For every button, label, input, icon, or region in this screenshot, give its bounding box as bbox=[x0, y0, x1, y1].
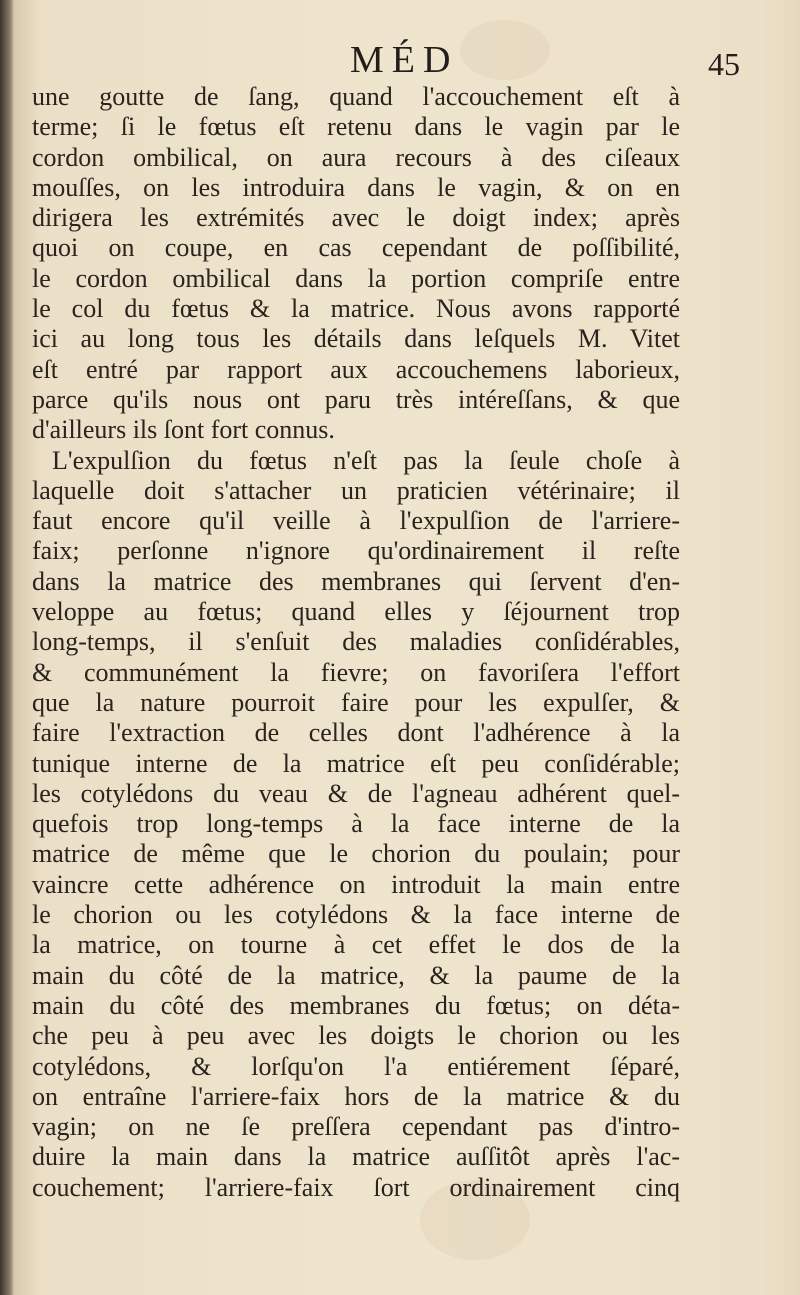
text-line: mouſſes, on les introduira dans le vagin, & on en bbox=[32, 172, 680, 202]
paragraph bbox=[32, 446, 680, 1203]
text-line: L'expulſion du fœtus n'eſt pas la ſeule choſe à bbox=[52, 445, 680, 475]
text-line: faire l'extraction de celles dont l'adhérence à la bbox=[32, 718, 680, 748]
text-line: le chorion ou les cotylédons & la face interne de bbox=[32, 900, 680, 930]
text-line: tunique interne de la matrice eſt peu conſidérable; bbox=[32, 748, 680, 778]
text-line: le cordon ombilical dans la portion compriſe entre bbox=[32, 263, 680, 293]
text-line: une goutte de ſang, quand l'accouchement eſt à bbox=[32, 82, 680, 111]
text-line: eſt entré par rapport aux accouchemens laborieux, bbox=[32, 354, 680, 384]
paragraph bbox=[32, 82, 680, 446]
text-line: matrice de même que le chorion du poulain; pour bbox=[32, 839, 680, 869]
page-header bbox=[40, 38, 740, 86]
text-line: laquelle doit s'attacher un praticien vétérinaire; il bbox=[32, 475, 680, 505]
text-line: quefois trop long-temps à la face interne de la bbox=[32, 809, 680, 839]
text-line: vagin; on ne ſe preſſera cependant pas d'intro- bbox=[32, 1112, 680, 1142]
text-line: vaincre cette adhérence on introduit la main entre bbox=[32, 869, 680, 899]
running-head: MÉD bbox=[350, 39, 459, 81]
body-text bbox=[32, 82, 680, 1203]
text-line: faut encore qu'il veille à l'expulſion de l'arriere- bbox=[32, 506, 680, 536]
text-line: couchement; l'arriere-faix ſort ordinairement cinq bbox=[32, 1172, 680, 1202]
text-line: veloppe au fœtus; quand elles y ſéjournent trop bbox=[32, 597, 680, 627]
text-line: cotylédons, & lorſqu'on l'a entiérement ſéparé, bbox=[32, 1051, 680, 1081]
text-line: duire la main dans la matrice auſſitôt après l'ac- bbox=[32, 1142, 680, 1172]
text-line: ici au long tous les détails dans leſquels M. Vitet bbox=[32, 324, 680, 354]
text-line: parce qu'ils nous ont paru très intéreſſans, & que bbox=[32, 384, 680, 414]
text-line: on entraîne l'arriere-faix hors de la matrice & du bbox=[32, 1081, 680, 1111]
text-line: che peu à peu avec les doigts le chorion ou les bbox=[32, 1021, 680, 1051]
text-line: d'ailleurs ils ſont fort connus. bbox=[32, 415, 335, 445]
text-line: & communément la fievre; on favoriſera l'effort bbox=[32, 657, 680, 687]
text-line: le col du fœtus & la matrice. Nous avons rapporté bbox=[32, 294, 680, 324]
text-line: la matrice, on tourne à cet effet le dos de la bbox=[32, 930, 680, 960]
text-line: que la nature pourroit faire pour les expulſer, & bbox=[32, 687, 680, 717]
binding-shadow bbox=[0, 0, 14, 1295]
text-line: dans la matrice des membranes qui ſervent d'en- bbox=[32, 566, 680, 596]
text-line: faix; perſonne n'ignore qu'ordinairement il reſte bbox=[32, 536, 680, 566]
text-line: terme; ſi le fœtus eſt retenu dans le vagin par le bbox=[32, 112, 680, 142]
text-line: main du côté de la matrice, & la paume de la bbox=[32, 960, 680, 990]
page-number: 45 bbox=[708, 46, 740, 82]
text-line: cordon ombilical, on aura recours à des ciſeaux bbox=[32, 142, 680, 172]
text-line: dirigera les extrémités avec le doigt index; après bbox=[32, 203, 680, 233]
text-line: main du côté des membranes du fœtus; on déta- bbox=[32, 990, 680, 1020]
text-line: les cotylédons du veau & de l'agneau adhérent quel- bbox=[32, 778, 680, 808]
text-line: quoi on coupe, en cas cependant de poſſibilité, bbox=[32, 233, 680, 263]
text-line: long-temps, il s'enſuit des maladies conſidérables, bbox=[32, 627, 680, 657]
